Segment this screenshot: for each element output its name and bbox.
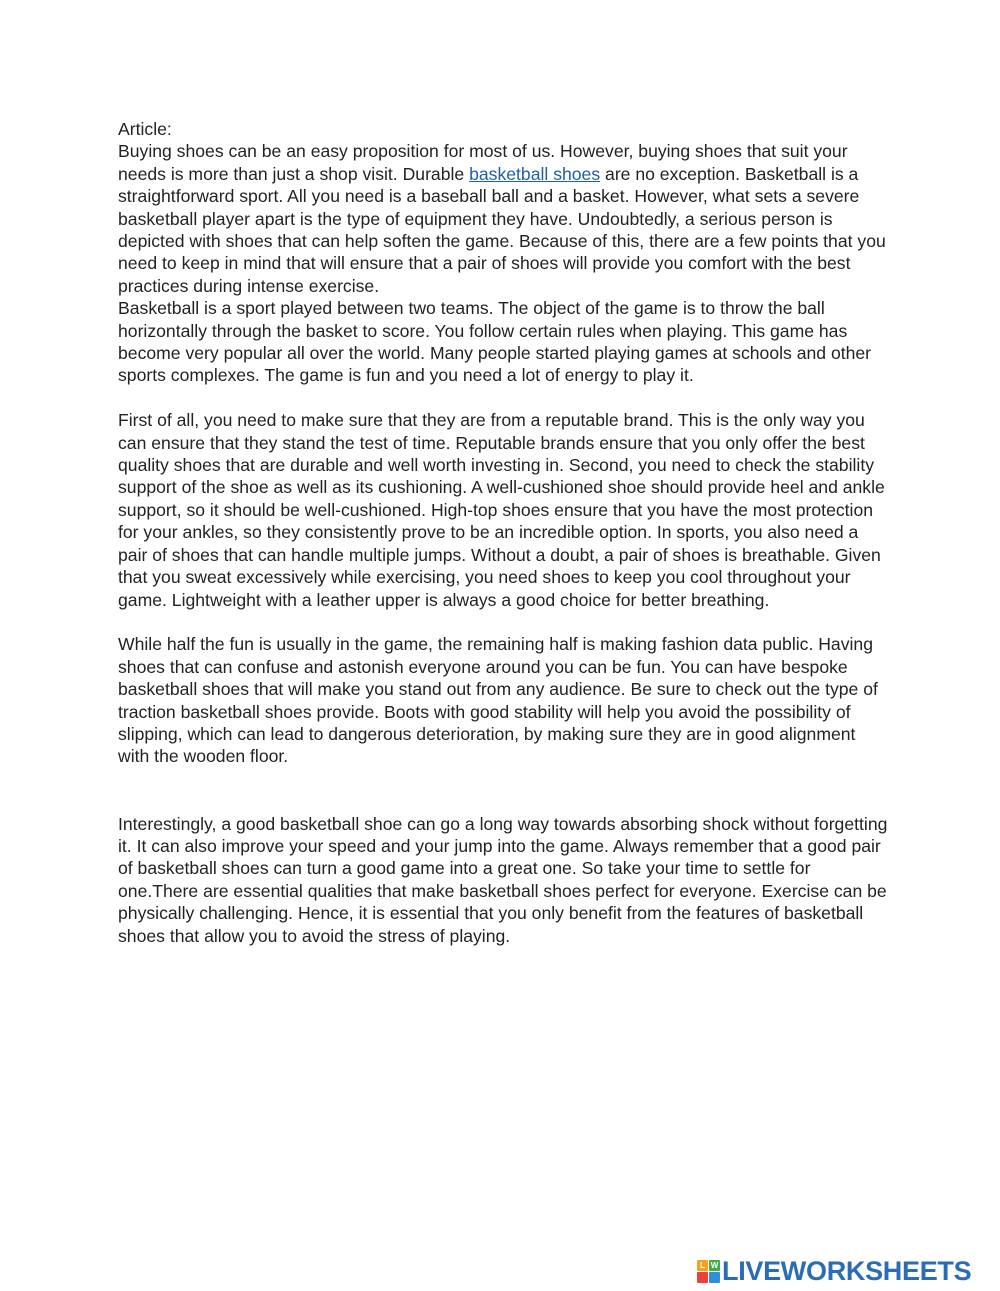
basketball-shoes-link[interactable]: basketball shoes: [469, 163, 601, 184]
article-paragraph-5: Interestingly, a good basketball shoe can go a long way towards absorbing shock without forgetting it. It can also improve your speed and your jump into the game. Always remember that a good pair of basketball shoes can turn a good game into a great one. So take your time to settle for one.There are essential qualities that make basketball shoes perfect for everyone. Exercise can be physically challenging. Hence, it is essential that you only benefit from the features of basketball shoes that allow you to avoid the stress of playing.: [118, 813, 888, 946]
article-body: [118, 118, 888, 947]
logo-block-blue: [709, 1272, 720, 1283]
logo-blocks-icon: [697, 1260, 720, 1283]
logo-block-green: W: [710, 1260, 719, 1270]
logo-text: LIVEWORKSHEETS: [722, 1256, 972, 1286]
paragraph-spacer: [118, 611, 888, 633]
paragraph-spacer: [118, 387, 888, 409]
liveworksheets-logo[interactable]: [697, 1257, 971, 1285]
logo-block-orange: L: [697, 1260, 708, 1271]
article-heading: Article:: [118, 119, 172, 139]
paragraph-1-text-end: are no exception. Basketball is a straightforward sport. All you need is a baseball ball and a basket. However, what sets a severe basketball player apart is the type of equipment they have. Undoubtedly, a serious person is depicted with shoes that can help soften the game. Because of this, there are a few points that you need to keep in mind that will ensure that a pair of shoes will provide you comfort with the best practices during intense exercise.: [118, 163, 886, 296]
logo-block-red: [697, 1272, 708, 1283]
paragraph-1-text-start: Buying shoes can be an easy proposition for most of us. However, buying shoes that suit your needs is more than just a shop visit. Durable: [118, 141, 848, 184]
paragraph-spacer: [118, 768, 888, 813]
article-paragraph-3: First of all, you need to make sure that they are from a reputable brand. This is the only way you can ensure that they stand the test of time. Reputable brands ensure that you only offer the best quality shoes that are durable and well worth investing in. Second, you need to check the stability support of the shoe as well as its cushioning. A well-cushioned shoe should provide heel and ankle support, so it should be well-cushioned. High-top shoes ensure that you have the most protection for your ankles, so they consistently prove to be an incredible option. In sports, you also need a pair of shoes that can handle multiple jumps. Without a doubt, a pair of shoes is breathable. Given that you sweat excessively while exercising, you need shoes to keep you cool throughout your game. Lightweight with a leather upper is always a good choice for better breathing.: [118, 410, 885, 610]
article-paragraph-4: While half the fun is usually in the game, the remaining half is making fashion data public. Having shoes that can confuse and astonish everyone around you can be fun. You can have bespoke basketball shoes that will make you stand out from any audience. Be sure to check out the type of traction basketball shoes provide. Boots with good stability will help you avoid the possibility of slipping, which can lead to dangerous deterioration, by making sure they are in good alignment with the wooden floor.: [118, 634, 878, 767]
article-paragraph-1: [118, 140, 888, 297]
article-paragraph-2: Basketball is a sport played between two teams. The object of the game is to throw the ball horizontally through the basket to score. You follow certain rules when playing. This game has become very popular all over the world. Many people started playing games at schools and other sports complexes. The game is fun and you need a lot of energy to play it.: [118, 298, 872, 386]
